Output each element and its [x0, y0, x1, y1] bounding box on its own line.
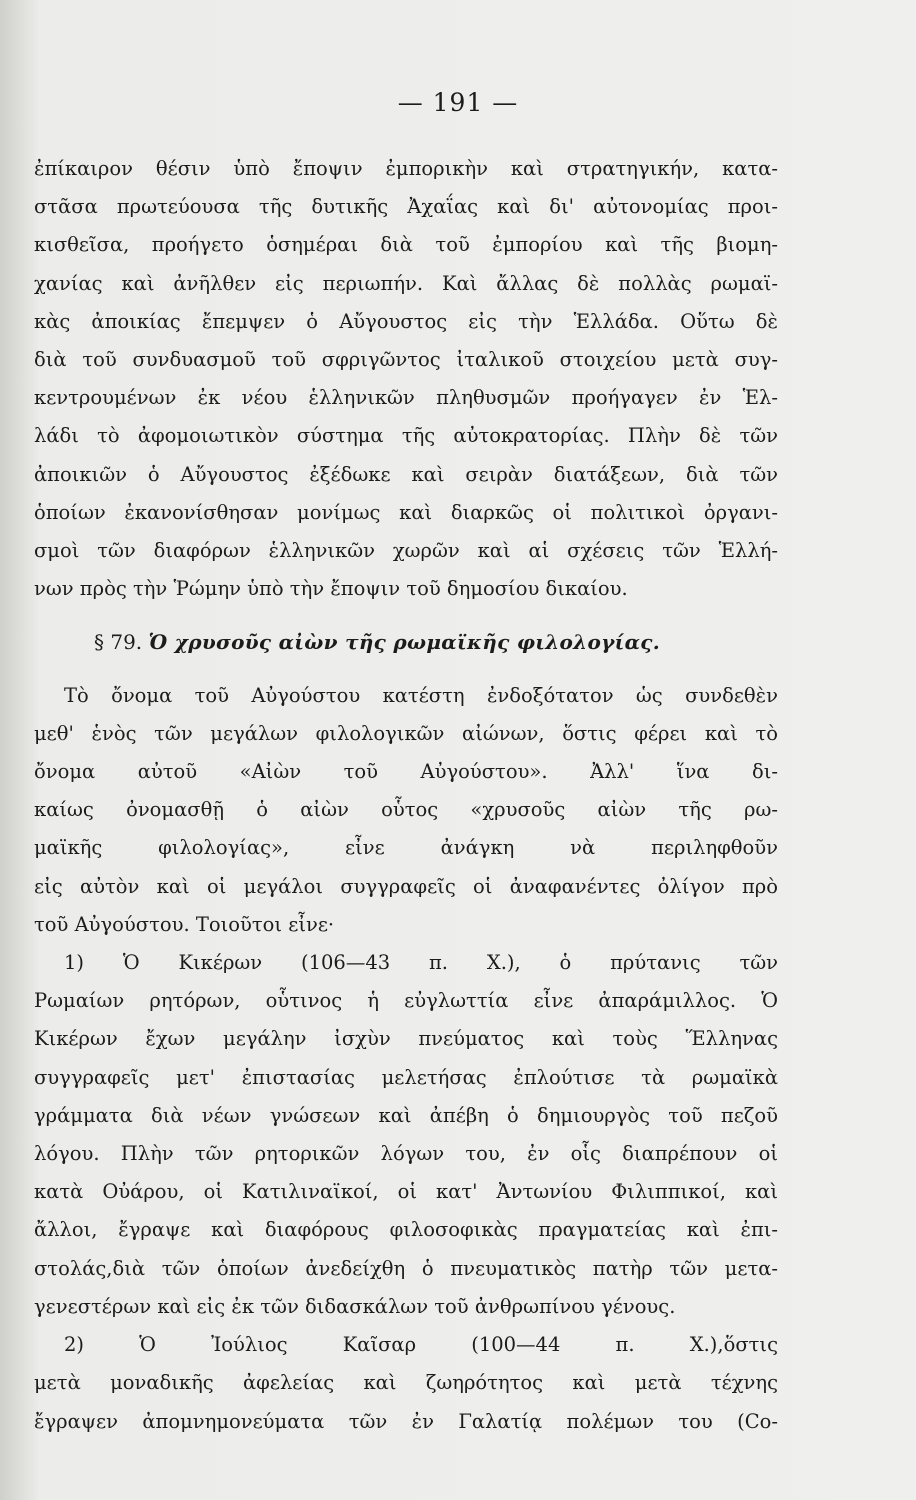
paragraph-1 — [34, 150, 778, 608]
text-line: ἔγραψεν ἀπομνημονεύματα τῶν ἐν Γαλατίᾳ πολέμων του (Co- — [34, 1409, 778, 1433]
section-title: Ὁ χρυσοῦς αἰὼν τῆς ρωμαϊκῆς φιλολογίας. — [148, 630, 661, 655]
text-line: εἰς αὐτὸν καὶ οἱ μεγάλοι συγγραφεῖς οἱ ἀναφανέντες ὀλίγον πρὸ — [34, 874, 778, 898]
text-line: κατὰ Οὐάρου, οἱ Κατιλιναϊκοί, οἱ κατ' Ἀντωνίου Φιλιππικοί, καὶ — [34, 1180, 778, 1204]
list-item-caesar — [34, 1326, 778, 1441]
text-line: ὄνομα αὐτοῦ «Αἰὼν τοῦ Αὐγούστου». Ἀλλ' ἵνα δι- — [34, 760, 778, 784]
text-line: μαϊκῆς φιλολογίας», εἶνε ἀνάγκη νὰ περιληφθοῦν — [34, 836, 778, 860]
text-line: 1) Ὁ Κικέρων (106—43 π. Χ.), ὁ πρύτανις τῶν — [64, 951, 778, 975]
text-line: κεντρουμένων ἐκ νέου ἑλληνικῶν πληθυσμῶν προήγαγεν ἐν Ἑλ- — [34, 386, 778, 410]
text-line: καίως ὀνομασθῇ ὁ αἰὼν οὗτος «χρυσοῦς αἰὼν τῆς ρω- — [34, 798, 778, 822]
text-line: συγγραφεῖς μετ' ἐπιστασίας μελετήσας ἐπλούτισε τὰ ρωμαϊκὰ — [34, 1065, 778, 1089]
section-heading — [34, 623, 778, 661]
text-line: νων πρὸς τὴν Ῥώμην ὑπὸ τὴν ἔποψιν τοῦ δημοσίου δικαίου. — [34, 577, 628, 601]
text-line: Τὸ ὄνομα τοῦ Αὐγούστου κατέστη ἐνδοξότατον ὡς συνδεθὲν — [64, 683, 778, 707]
text-line: διὰ τοῦ συνδυασμοῦ τοῦ σφριγῶντος ἰταλικοῦ στοιχείου μετὰ συγ- — [34, 348, 778, 372]
paragraph-2 — [34, 677, 778, 944]
text-line: Ρωμαίων ρητόρων, οὗτινος ἡ εὐγλωττία εἶνε ἀπαράμιλλος. Ὁ — [34, 989, 778, 1013]
text-line: τοῦ Αὐγούστου. Τοιοῦτοι εἶνε· — [34, 912, 335, 936]
text-line: λάδι τὸ ἀφομοιωτικὸν σύστημα τῆς αὐτοκρατορίας. Πλὴν δὲ τῶν — [34, 424, 778, 448]
text-line: γράμματα διὰ νέων γνώσεων καὶ ἀπέβη ὁ δημιουργὸς τοῦ πεζοῦ — [34, 1103, 778, 1127]
text-line: μετὰ μοναδικῆς ἀφελείας καὶ ζωηρότητος καὶ μετὰ τέχνης — [34, 1371, 778, 1395]
text-line: χανίας καὶ ἀνῆλθεν εἰς περιωπήν. Καὶ ἄλλας δὲ πολλὰς ρωμαϊ- — [34, 271, 778, 295]
list-item-cicero — [34, 944, 778, 1326]
text-line: κισθεῖσα, προήγετο ὁσημέραι διὰ τοῦ ἐμπορίου καὶ τῆς βιομη- — [34, 233, 778, 257]
text-line: γενεστέρων καὶ εἰς ἐκ τῶν διδασκάλων τοῦ ἀνθρωπίνου γένους. — [34, 1294, 676, 1318]
text-line: Κικέρων ἔχων μεγάλην ἰσχὺν πνεύματος καὶ τοὺς Ἕλληνας — [34, 1027, 778, 1051]
text-line: ἀποικιῶν ὁ Αὔγουστος ἐξέδωκε καὶ σειρὰν διατάξεων, διὰ τῶν — [34, 462, 778, 486]
text-line: ἐπίκαιρον θέσιν ὑπὸ ἔποψιν ἐμπορικὴν καὶ στρατηγικήν, κατα- — [34, 157, 778, 180]
text-line: ἄλλοι, ἔγραψε καὶ διαφόρους φιλοσοφικὰς πραγματείας καὶ ἐπι- — [34, 1218, 778, 1242]
text-line: σμοὶ τῶν διαφόρων ἑλληνικῶν χωρῶν καὶ αἱ σχέσεις τῶν Ἑλλή- — [34, 539, 778, 563]
text-line: ὁποίων ἐκανονίσθησαν μονίμως καὶ διαρκῶς οἱ πολιτικοὶ ὀργανι- — [34, 500, 778, 524]
text-line: 2) Ὁ Ἰούλιος Καῖσαρ (100—44 π. Χ.),ὅστις — [64, 1333, 778, 1357]
text-line: μεθ' ἑνὸς τῶν μεγάλων φιλολογικῶν αἰώνων, ὅστις φέρει καὶ τὸ — [34, 721, 778, 745]
text-line: στολάς,διὰ τῶν ὁποίων ἀνεδείχθη ὁ πνευματικὸς πατὴρ τῶν μετα- — [34, 1256, 778, 1280]
body-text — [34, 150, 778, 1441]
text-line: κὰς ἀποικίας ἔπεμψεν ὁ Αὔγουστος εἰς τὴν Ἑλλάδα. Οὕτω δὲ — [34, 309, 778, 333]
text-line: λόγου. Πλὴν τῶν ρητορικῶν λόγων του, ἐν οἷς διαπρέπουν οἱ — [34, 1142, 778, 1166]
section-number: § 79. — [94, 630, 143, 655]
text-line: στᾶσα πρωτεύουσα τῆς δυτικῆς Ἀχαΐας καὶ δι' αὐτονομίας προι- — [34, 195, 778, 219]
page-number: — 191 — — [397, 88, 519, 117]
